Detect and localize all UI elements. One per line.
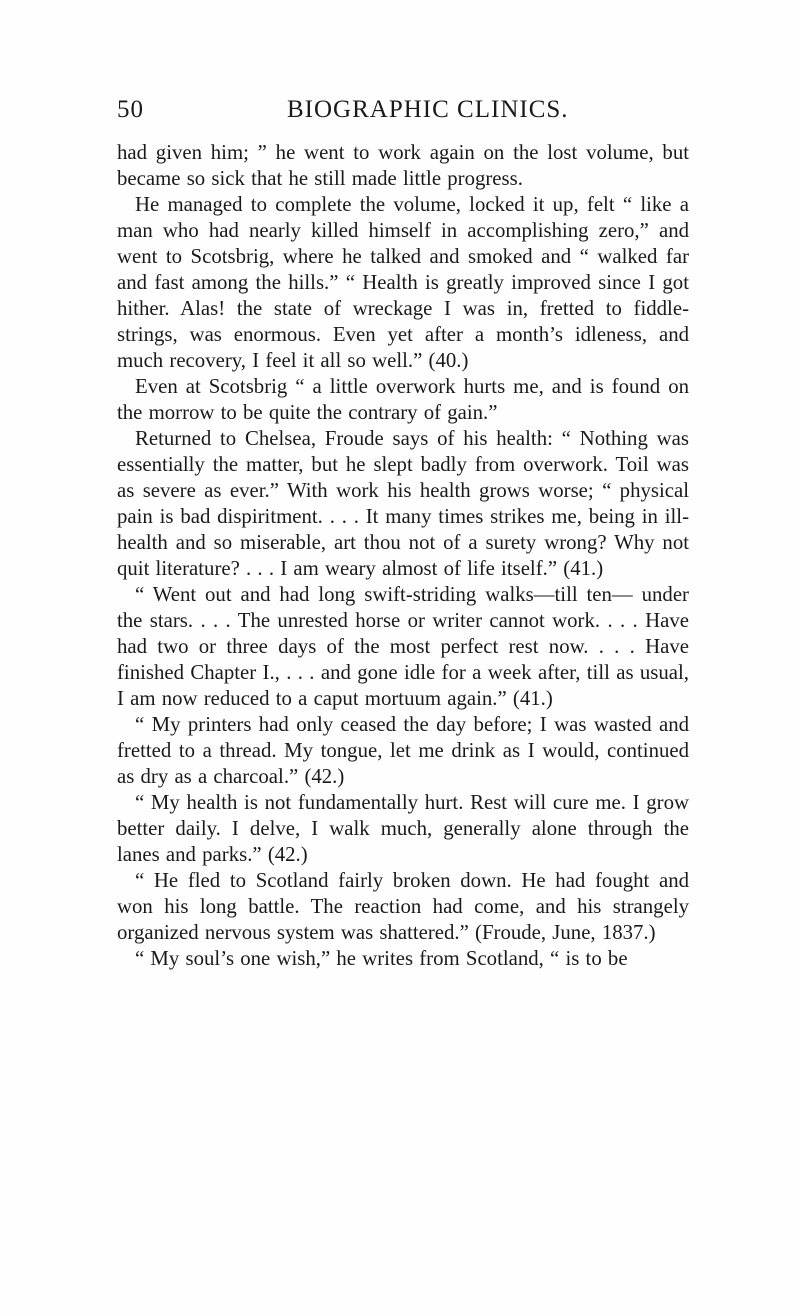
paragraph: “ My printers had only ceased the day before; I was wasted and fretted to a thread. My tongue, let me drink as I would, continued as dry as a charcoal.” (42.) — [117, 713, 689, 788]
paragraph: “ My soul’s one wish,” he writes from Scotland, “ is to be — [135, 947, 628, 970]
paragraph: had given him; ” he went to work again on the lost volume, but became so sick that he still made little progress. — [117, 141, 689, 190]
paragraph: He managed to complete the volume, locked it up, felt “ like a man who had nearly killed himself in accomplishing zero,” and went to Scotsbrig, where he talked and smoked and “ walked far and fast among the hills.” “ Health is greatly improved since I got hither. Alas! the state of wreckage I was in, fretted to fiddle-strings, was enormous. Even yet after a month’s idleness, and much recovery, I feel it all so well.” (40.) — [117, 193, 689, 372]
paragraph: Returned to Chelsea, Froude says of his health: “ Nothing was essentially the matter, but he slept badly from overwork. Toil was as severe as ever.” With work his health grows worse; “ physical pain is bad dispiritment. . . . It many times strikes me, being in ill-health and so miserable, art thou not of a surety wrong? Why not quit literature? . . . I am weary almost of life itself.” (41.) — [117, 427, 689, 580]
paragraph: “ He fled to Scotland fairly broken down. He had fought and won his long battle. The reaction had come, and his strangely organized nervous system was shattered.” (Froude, June, 1837.) — [117, 869, 689, 944]
page-number: 50 — [117, 96, 144, 123]
page-header — [117, 0, 689, 140]
running-head: BIOGRAPHIC CLINICS. — [287, 96, 569, 123]
body-text — [117, 140, 689, 972]
paragraph: “ Went out and had long swift-striding walks—till ten— under the stars. . . . The unrested horse or writer cannot work. . . . Have had two or three days of the most perfect rest now. . . . Have finished Chapter I., . . . and gone idle for a week after, till as usual, I am now reduced to a caput mortuum again.” (41.) — [117, 583, 689, 710]
paragraph: Even at Scotsbrig “ a little overwork hurts me, and is found on the morrow to be quite the contrary of gain.” — [117, 375, 689, 424]
book-page — [117, 0, 689, 972]
paragraph: “ My health is not fundamentally hurt. Rest will cure me. I grow better daily. I delve, I walk much, generally alone through the lanes and parks.” (42.) — [117, 791, 689, 866]
